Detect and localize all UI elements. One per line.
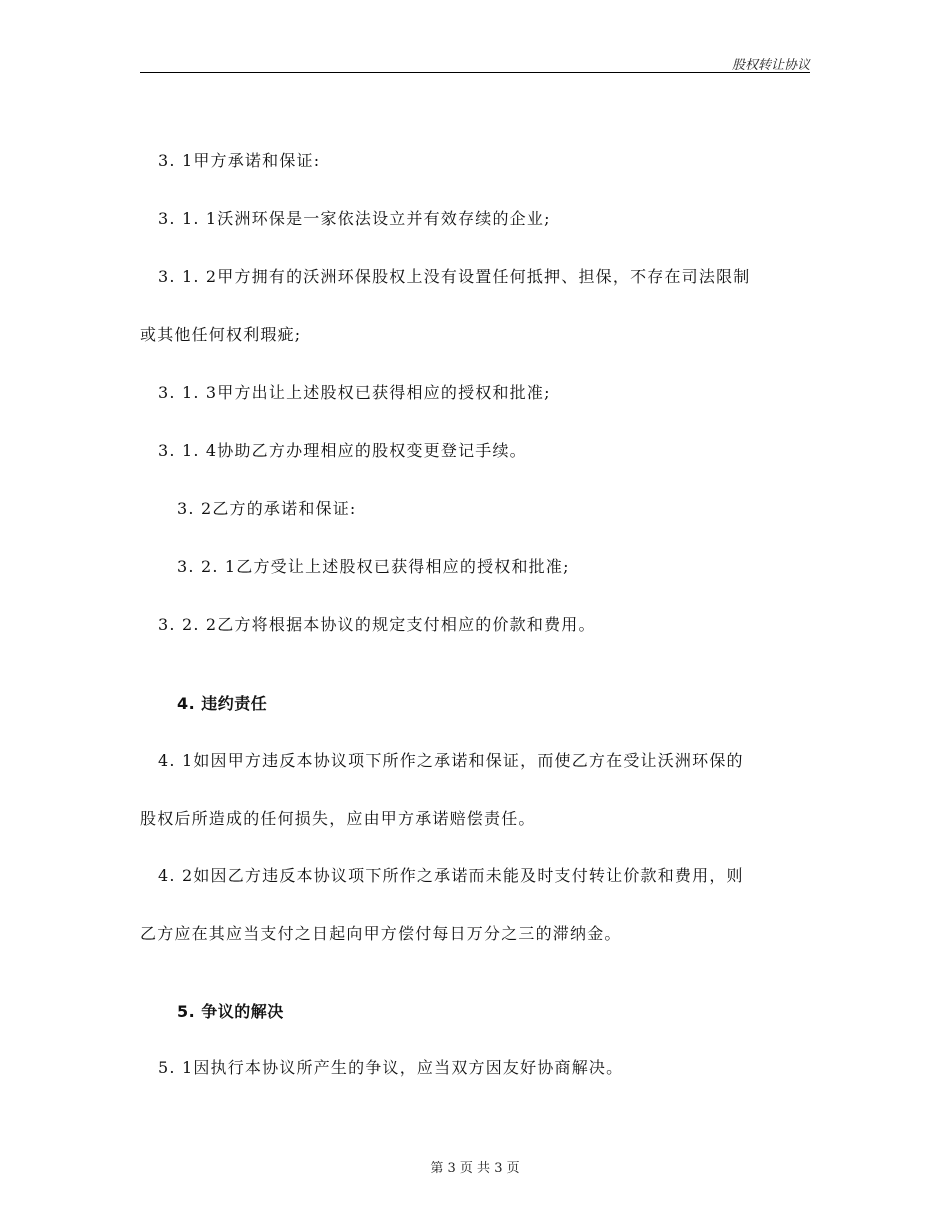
clause-3-2-1: 3. 2. 1乙方受让上述股权已获得相应的授权和批准; (177, 557, 570, 576)
section-heading-5: 5. 争议的解决 (177, 1002, 284, 1021)
clause-3-1: 3. 1甲方承诺和保证: (158, 151, 321, 170)
clause-4-2-cont: 乙方应在其应当支付之日起向甲方偿付每日万分之三的滞纳金。 (140, 924, 622, 943)
clause-4-2: 4. 2如因乙方违反本协议项下所作之承诺而未能及时支付转让价款和费用，则 (158, 866, 744, 885)
page-number-footer: 第 3 页 共 3 页 (430, 1161, 520, 1176)
clause-4-1-cont: 股权后所造成的任何损失，应由甲方承诺赔偿责任。 (140, 809, 536, 828)
clause-5-1: 5. 1因执行本协议所产生的争议，应当双方因友好协商解决。 (158, 1058, 624, 1077)
page-header-title: 股权转让协议 (731, 58, 810, 73)
clause-3-1-2: 3. 1. 2甲方拥有的沃洲环保股权上没有设置任何抵押、担保，不存在司法限制 (158, 267, 751, 286)
clause-3-1-1: 3. 1. 1沃洲环保是一家依法设立并有效存续的企业; (158, 209, 551, 228)
clause-4-1: 4. 1如因甲方违反本协议项下所作之承诺和保证，而使乙方在受让沃洲环保的 (158, 751, 744, 770)
clause-3-2: 3. 2乙方的承诺和保证: (177, 499, 357, 518)
clause-3-1-3: 3. 1. 3甲方出让上述股权已获得相应的授权和批准; (158, 383, 551, 402)
clause-3-2-2: 3. 2. 2乙方将根据本协议的规定支付相应的价款和费用。 (158, 615, 596, 634)
header-rule (140, 72, 810, 73)
section-heading-4: 4. 违约责任 (177, 694, 268, 713)
clause-3-1-4: 3. 1. 4协助乙方办理相应的股权变更登记手续。 (158, 441, 527, 460)
clause-3-1-2-cont: 或其他任何权利瑕疵; (140, 325, 302, 344)
